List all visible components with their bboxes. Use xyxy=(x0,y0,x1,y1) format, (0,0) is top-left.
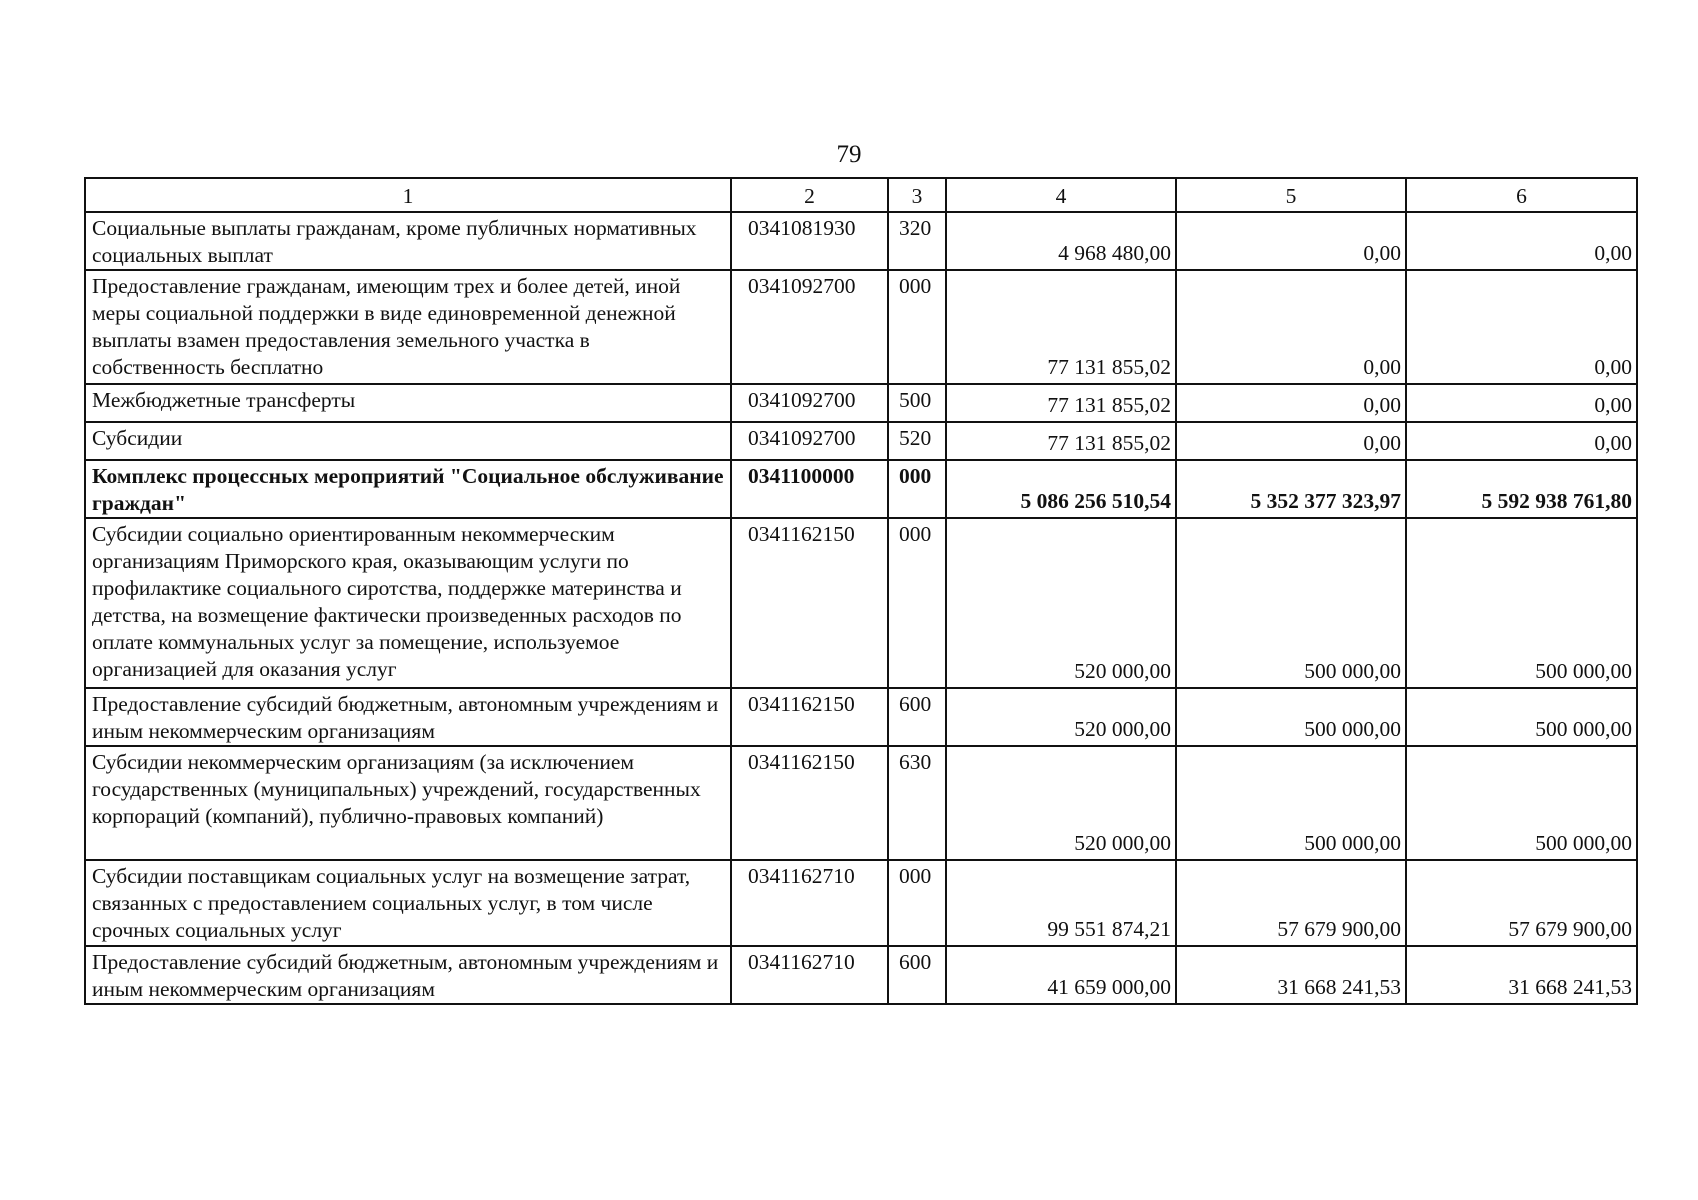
page-number: 79 xyxy=(836,141,862,168)
header-cell-2: 2 xyxy=(731,178,888,212)
row-value-4: 77 131 855,02 xyxy=(946,270,1176,384)
table-row xyxy=(85,860,1637,946)
row-code: 0341100000 xyxy=(731,460,888,518)
row-value-5: 0,00 xyxy=(1176,212,1406,270)
row-value-6: 0,00 xyxy=(1406,212,1637,270)
row-value-4: 5 086 256 510,54 xyxy=(946,460,1176,518)
row-vr: 320 xyxy=(888,212,946,270)
row-vr: 000 xyxy=(888,518,946,688)
header-cell-1: 1 xyxy=(85,178,731,212)
row-vr: 600 xyxy=(888,946,946,1004)
row-value-5: 57 679 900,00 xyxy=(1176,860,1406,946)
table-row xyxy=(85,946,1637,1004)
row-name: Субсидии некоммерческим организациям (за исключением государственных (муниципальных) учреждений, государственных корпораций (компаний), публично-правовых компаний) xyxy=(85,746,731,860)
header-cell-3: 3 xyxy=(888,178,946,212)
row-code: 0341092700 xyxy=(731,422,888,460)
row-vr: 000 xyxy=(888,270,946,384)
header-cell-6: 6 xyxy=(1406,178,1637,212)
row-value-5: 31 668 241,53 xyxy=(1176,946,1406,1004)
table-row xyxy=(85,688,1637,746)
row-code: 0341162150 xyxy=(731,746,888,860)
row-name: Комплекс процессных мероприятий "Социальное обслуживание граждан" xyxy=(85,460,731,518)
row-value-5: 500 000,00 xyxy=(1176,688,1406,746)
row-value-6: 5 592 938 761,80 xyxy=(1406,460,1637,518)
row-value-5: 0,00 xyxy=(1176,384,1406,422)
table-row xyxy=(85,422,1637,460)
row-value-6: 0,00 xyxy=(1406,422,1637,460)
row-value-5: 500 000,00 xyxy=(1176,746,1406,860)
row-value-5: 0,00 xyxy=(1176,422,1406,460)
row-name: Предоставление субсидий бюджетным, автономным учреждениям и иным некоммерческим организациям xyxy=(85,688,731,746)
row-value-6: 500 000,00 xyxy=(1406,688,1637,746)
row-name: Субсидии социально ориентированным некоммерческим организациям Приморского края, оказывающим услуги по профилактике социального сиротства, поддержке материнства и детства, на возмещение фактически произведенных расходов по оплате коммунальных услуг за помещение, используемое организацией для оказания услуг xyxy=(85,518,731,688)
table-row xyxy=(85,746,1637,860)
row-value-6: 57 679 900,00 xyxy=(1406,860,1637,946)
row-value-4: 41 659 000,00 xyxy=(946,946,1176,1004)
row-code: 0341092700 xyxy=(731,384,888,422)
row-code: 0341162150 xyxy=(731,518,888,688)
row-value-4: 77 131 855,02 xyxy=(946,422,1176,460)
row-value-6: 31 668 241,53 xyxy=(1406,946,1637,1004)
row-value-5: 500 000,00 xyxy=(1176,518,1406,688)
table-row xyxy=(85,212,1637,270)
row-code: 0341081930 xyxy=(731,212,888,270)
table-row xyxy=(85,384,1637,422)
row-name: Предоставление гражданам, имеющим трех и более детей, иной меры социальной поддержки в виде единовременной денежной выплаты взамен предоставления земельного участка в собственность бесплатно xyxy=(85,270,731,384)
header-cell-4: 4 xyxy=(946,178,1176,212)
row-name: Субсидии поставщикам социальных услуг на возмещение затрат, связанных с предоставлением социальных услуг, в том числе срочных социальных услуг xyxy=(85,860,731,946)
row-value-4: 520 000,00 xyxy=(946,746,1176,860)
row-name: Социальные выплаты гражданам, кроме публичных нормативных социальных выплат xyxy=(85,212,731,270)
table-row-section xyxy=(85,460,1637,518)
row-value-6: 500 000,00 xyxy=(1406,518,1637,688)
row-value-5: 0,00 xyxy=(1176,270,1406,384)
budget-table xyxy=(84,177,1638,1005)
row-vr: 520 xyxy=(888,422,946,460)
row-value-4: 520 000,00 xyxy=(946,518,1176,688)
row-value-4: 520 000,00 xyxy=(946,688,1176,746)
row-value-4: 77 131 855,02 xyxy=(946,384,1176,422)
row-code: 0341092700 xyxy=(731,270,888,384)
row-value-6: 0,00 xyxy=(1406,384,1637,422)
row-value-4: 99 551 874,21 xyxy=(946,860,1176,946)
row-code: 0341162710 xyxy=(731,946,888,1004)
header-cell-5: 5 xyxy=(1176,178,1406,212)
row-code: 0341162710 xyxy=(731,860,888,946)
row-vr: 000 xyxy=(888,860,946,946)
row-vr: 600 xyxy=(888,688,946,746)
row-value-4: 4 968 480,00 xyxy=(946,212,1176,270)
table-row xyxy=(85,270,1637,384)
row-name: Предоставление субсидий бюджетным, автономным учреждениям и иным некоммерческим организациям xyxy=(85,946,731,1004)
header-row xyxy=(85,178,1637,212)
row-vr: 630 xyxy=(888,746,946,860)
row-vr: 500 xyxy=(888,384,946,422)
table-row xyxy=(85,518,1637,688)
row-value-6: 500 000,00 xyxy=(1406,746,1637,860)
row-name: Межбюджетные трансферты xyxy=(85,384,731,422)
row-value-6: 0,00 xyxy=(1406,270,1637,384)
row-code: 0341162150 xyxy=(731,688,888,746)
row-name: Субсидии xyxy=(85,422,731,460)
row-vr: 000 xyxy=(888,460,946,518)
row-value-5: 5 352 377 323,97 xyxy=(1176,460,1406,518)
